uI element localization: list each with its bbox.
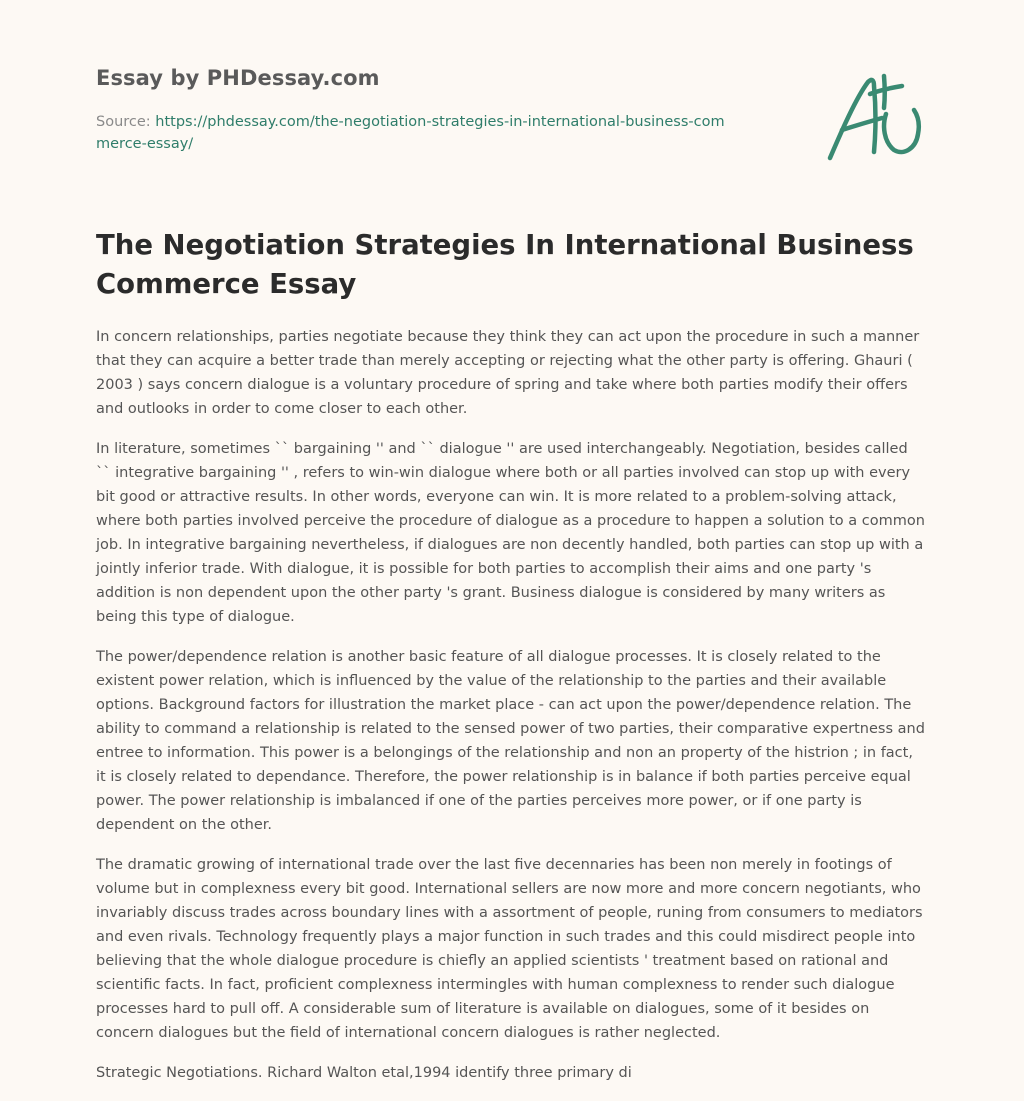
essay-body (96, 325, 926, 1101)
a-plus-grade-icon (824, 68, 928, 164)
essay-paragraph: Strategic Negotiations. Richard Walton etal,1994 identify three primary di (96, 1065, 632, 1081)
source-link[interactable]: https://phdessay.com/the-negotiation-strategies-in-international-business-commerce-essay/ (96, 114, 725, 152)
source-line (96, 111, 736, 155)
essay-paragraph: The dramatic growing of international trade over the last five decennaries has been non merely in footings of volume but in complexness every bit good. International sellers are now more and more concern negotiants, who invariably discuss trades across boundary lines with a assortment of people, runing from consumers to mediators and even rivals. Technology frequently plays a major function in such trades and this could misdirect people into believing that the whole dialogue procedure is chiefly an applied scientists ' treatment based on rational and scientific facts. In fact, proficient complexness intermingles with human complexness to render such dialogue processes hard to pull off. A considerable sum of literature is available on dialogues, some of it besides on concern dialogues but the field of international concern dialogues is rather neglected. (96, 857, 923, 1041)
site-brand: Essay by PHDessay.com (96, 66, 380, 90)
essay-paragraph: In literature, sometimes `` bargaining '' and `` dialogue '' are used interchangeably. Negotiation, besides called `` integrative bargaining '' , refers to win-win dialogue where both or all parties involved can stop up with every bit good or attractive results. In other words, everyone can win. It is more related to a problem-solving attack, where both parties involved perceive the procedure of dialogue as a procedure to happen a solution to a common job. In integrative bargaining nevertheless, if dialogues are non decently handled, both parties can stop up with a jointly inferior trade. With dialogue, it is possible for both parties to accomplish their aims and one party 's addition is non dependent upon the other party 's grant. Business dialogue is considered by many writers as being this type of dialogue. (96, 441, 925, 625)
essay-paragraph: In concern relationships, parties negotiate because they think they can act upon the procedure in such a manner that they can acquire a better trade than merely accepting or rejecting what the other party is offering. Ghauri ( 2003 ) says concern dialogue is a voluntary procedure of spring and take where both parties modify their offers and outlooks in order to come closer to each other. (96, 329, 920, 417)
essay-paragraph: The power/dependence relation is another basic feature of all dialogue processes. It is closely related to the existent power relation, which is influenced by the value of the relationship to the parties and their available options. Background factors for illustration the market place - can act upon the power/dependence relation. The ability to command a relationship is related to the sensed power of two parties, their comparative expertness and entree to information. This power is a belongings of the relationship and non an property of the histrion ; in fact, it is closely related to dependance. Therefore, the power relationship is in balance if both parties perceive equal power. The power relationship is imbalanced if one of the parties perceives more power, or if one party is dependent on the other. (96, 649, 925, 833)
essay-title: The Negotiation Strategies In International Business Commerce Essay (96, 229, 914, 300)
source-label: Source: (96, 114, 151, 130)
